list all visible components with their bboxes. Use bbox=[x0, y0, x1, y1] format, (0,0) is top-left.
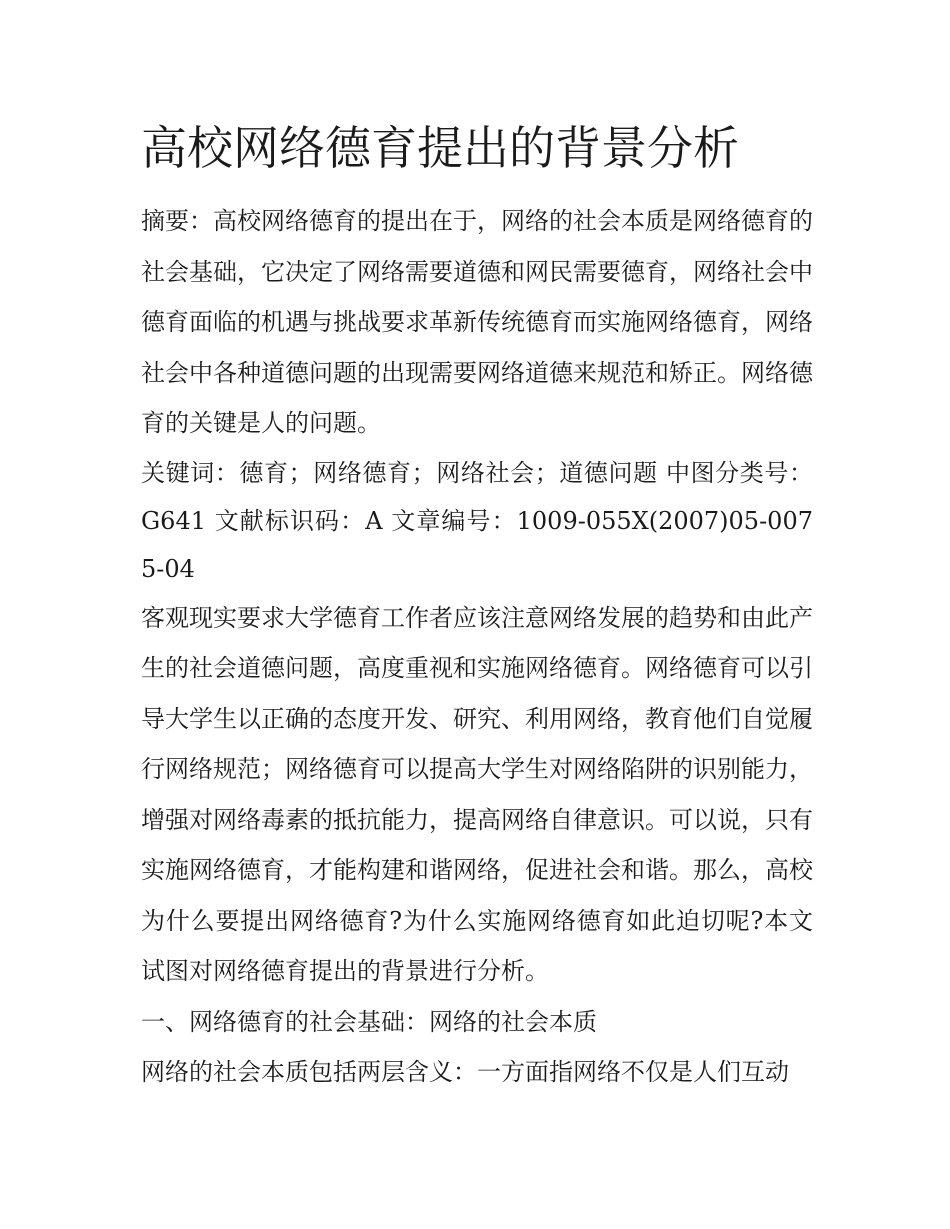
document-title: 高校网络德育提出的背景分析 bbox=[141, 121, 739, 175]
keywords-paragraph: 关键词：德育；网络德育；网络社会；道德问题 中图分类号：G641 文献标识码：A 文章编号：1009-055X(2007)05-0075-04 bbox=[141, 458, 813, 583]
document-page bbox=[141, 112, 813, 1098]
section-heading: 一、网络德育的社会基础：网络的社会本质 bbox=[141, 1007, 597, 1036]
intro-paragraph: 客观现实要求大学德育工作者应该注意网络发展的趋势和由此产生的社会道德问题，高度重视和实施网络德育。网络德育可以引导大学生以正确的态度开发、研究、利用网络，教育他们自觉履行网络规范；网络德育可以提高大学生对网络陷阱的识别能力，增强对网络毒素的抵抗能力，提高网络自律意识。可以说，只有实施网络德育，才能构建和谐网络，促进社会和谐。那么，高校为什么要提出网络德育?为什么实施网络德育如此迫切呢?本文试图对网络德育提出的背景进行分析。 bbox=[141, 603, 813, 985]
abstract-paragraph: 摘要：高校网络德育的提出在于，网络的社会本质是网络德育的社会基础，它决定了网络需要道德和网民需要德育，网络社会中德育面临的机遇与挑战要求革新传统德育而实施网络德育，网络社会中各种道德问题的出现需要网络道德来规范和矫正。网络德育的关键是人的问题。 bbox=[141, 207, 813, 437]
section-paragraph: 网络的社会本质包括两层含义：一方面指网络不仅是人们互动 bbox=[141, 1058, 789, 1086]
